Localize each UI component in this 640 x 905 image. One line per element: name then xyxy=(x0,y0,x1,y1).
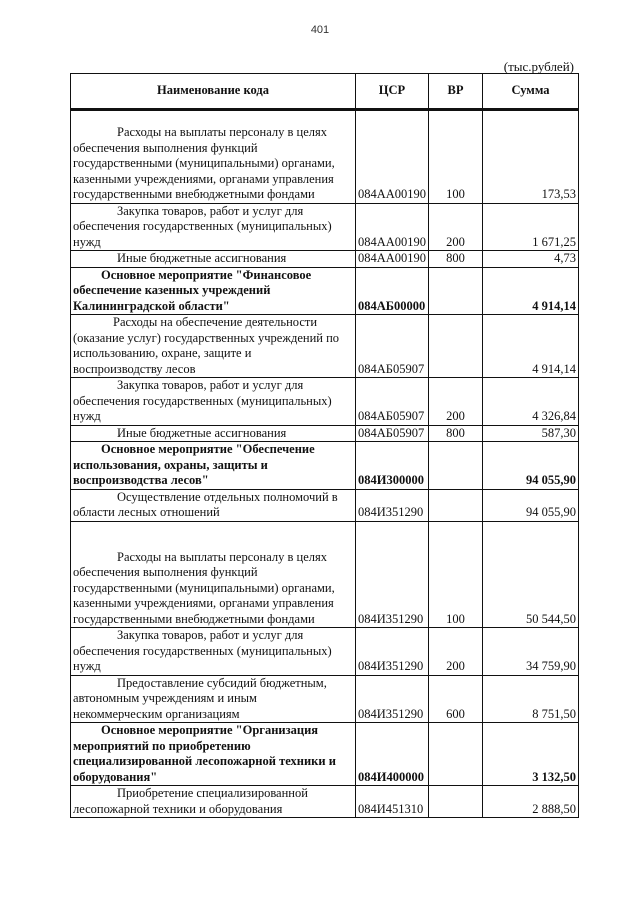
table-row xyxy=(71,675,579,723)
row-name xyxy=(71,442,356,490)
row-name xyxy=(71,675,356,723)
row-csr: 084АА00190 xyxy=(356,203,429,251)
row-vr: 200 xyxy=(429,203,483,251)
row-vr: 200 xyxy=(429,378,483,426)
table-row xyxy=(71,251,579,268)
row-name-line: воспроизводству лесов xyxy=(73,361,196,376)
row-sum: 587,30 xyxy=(483,425,579,442)
budget-table xyxy=(70,73,579,818)
row-name xyxy=(71,378,356,426)
row-csr: 084И400000 xyxy=(356,723,429,786)
row-name-line: Калининградской области" xyxy=(73,298,230,313)
row-name xyxy=(71,425,356,442)
row-sum: 34 759,90 xyxy=(483,628,579,676)
row-name-line: казенными учреждениями, органами управления xyxy=(73,171,334,186)
row-name-line: нужд xyxy=(73,659,101,673)
row-sum: 3 132,50 xyxy=(483,723,579,786)
row-sum: 4 326,84 xyxy=(483,378,579,426)
row-sum: 173,53 xyxy=(483,110,579,204)
row-csr: 084АА00190 xyxy=(356,251,429,268)
header-name: Наименование кода xyxy=(71,74,356,110)
row-vr xyxy=(429,723,483,786)
table-row xyxy=(71,203,579,251)
row-csr: 084АБ05907 xyxy=(356,378,429,426)
row-name xyxy=(71,786,356,818)
row-name-line: Иные бюджетные ассигнования xyxy=(117,251,287,265)
row-csr: 084И351290 xyxy=(356,489,429,521)
table-row xyxy=(71,723,579,786)
row-name-line: Расходы на выплаты персоналу в целях xyxy=(117,125,327,139)
row-name-line: Иные бюджетные ассигнования xyxy=(117,425,287,440)
row-name-line: воспроизводства лесов" xyxy=(73,473,209,487)
row-name-line: обеспечения выполнения функций xyxy=(73,565,258,579)
row-name-line: Закупка товаров, работ и услуг для xyxy=(117,378,304,392)
row-name-line: государственными внебюджетными фондами xyxy=(73,187,315,201)
row-vr: 100 xyxy=(429,521,483,628)
row-name-line: специализированной лесопожарной техники и xyxy=(73,754,336,768)
row-name-line: обеспечения государственных (муниципальных) xyxy=(73,643,332,658)
page-number: 401 xyxy=(310,24,330,36)
row-name-line: мероприятий по приобретению xyxy=(73,738,251,753)
row-sum: 8 751,50 xyxy=(483,675,579,723)
row-vr xyxy=(429,267,483,315)
row-name-line: Основное мероприятие "Финансовое xyxy=(101,267,312,282)
row-name-line: обеспечения выполнения функций xyxy=(73,140,258,155)
row-sum: 4 914,14 xyxy=(483,267,579,315)
row-name-line: автономным учреждениям и иным xyxy=(73,691,257,705)
row-sum: 4 914,14 xyxy=(483,315,579,378)
row-csr: 084И451310 xyxy=(356,786,429,818)
row-vr xyxy=(429,315,483,378)
row-vr xyxy=(429,489,483,521)
row-sum: 50 544,50 xyxy=(483,521,579,628)
header-csr: ЦСР xyxy=(356,74,429,110)
row-vr: 100 xyxy=(429,110,483,204)
table-row xyxy=(71,315,579,378)
row-name-line: некоммерческим организациям xyxy=(73,706,240,721)
row-vr: 200 xyxy=(429,628,483,676)
row-name xyxy=(71,628,356,676)
table-header-row xyxy=(71,74,579,110)
row-name-line: Расходы на обеспечение деятельности xyxy=(113,315,318,329)
header-sum: Сумма xyxy=(483,74,579,110)
row-name-line: Осуществление отдельных полномочий в xyxy=(117,489,338,504)
row-sum: 94 055,90 xyxy=(483,489,579,521)
row-sum: 4,73 xyxy=(483,251,579,268)
row-name-line: оборудования" xyxy=(73,769,158,784)
row-name-line: обеспечения государственных (муниципальных) xyxy=(73,219,332,233)
table-row xyxy=(71,786,579,818)
row-name xyxy=(71,315,356,378)
row-name xyxy=(71,489,356,521)
row-name-line: области лесных отношений xyxy=(73,505,220,519)
row-name-line: Расходы на выплаты персоналу в целях xyxy=(117,549,327,564)
table-row xyxy=(71,489,579,521)
row-name-line: нужд xyxy=(73,234,101,249)
row-name xyxy=(71,110,356,204)
row-name-line: Основное мероприятие "Обеспечение xyxy=(101,442,315,456)
row-csr: 084И300000 xyxy=(356,442,429,490)
row-vr: 600 xyxy=(429,675,483,723)
row-csr: 084И351290 xyxy=(356,628,429,676)
row-vr xyxy=(429,442,483,490)
row-name-line: использованию, охране, защите и xyxy=(73,346,252,360)
row-vr xyxy=(429,786,483,818)
row-csr: 084АА00190 xyxy=(356,110,429,204)
row-name xyxy=(71,521,356,628)
row-vr: 800 xyxy=(429,251,483,268)
row-name-line: использования, охраны, защиты и xyxy=(73,457,268,472)
row-name xyxy=(71,251,356,268)
row-sum: 94 055,90 xyxy=(483,442,579,490)
table-row xyxy=(71,110,579,204)
table-row xyxy=(71,425,579,442)
row-name-line: (оказание услуг) государственных учреждений по xyxy=(73,330,340,345)
row-name xyxy=(71,723,356,786)
table-row xyxy=(71,628,579,676)
row-csr: 084АБ05907 xyxy=(356,315,429,378)
row-csr: 084АБ00000 xyxy=(356,267,429,315)
table-row xyxy=(71,442,579,490)
units-label: (тыс.рублей) xyxy=(503,59,574,74)
row-name-line: обеспечение казенных учреждений xyxy=(73,283,271,297)
row-name-line: нужд xyxy=(73,409,101,423)
row-name-line: Предоставление субсидий бюджетным, xyxy=(117,675,327,690)
row-name-line: Закупка товаров, работ и услуг для xyxy=(117,628,304,642)
row-name-line: лесопожарной техники и оборудования xyxy=(73,801,283,816)
row-name-line: Основное мероприятие "Организация xyxy=(101,723,319,737)
row-sum: 1 671,25 xyxy=(483,203,579,251)
row-name-line: государственными (муниципальными) органами, xyxy=(73,580,335,595)
row-csr: 084АБ05907 xyxy=(356,425,429,442)
row-name-line: государственными (муниципальными) органами, xyxy=(73,156,335,170)
row-csr: 084И351290 xyxy=(356,521,429,628)
header-vr: ВР xyxy=(429,74,483,110)
table-row xyxy=(71,521,579,628)
table-row xyxy=(71,378,579,426)
row-name-line: Приобретение специализированной xyxy=(117,786,308,800)
table-body xyxy=(71,110,579,818)
row-name xyxy=(71,203,356,251)
row-name-line: обеспечения государственных (муниципальных) xyxy=(73,393,332,408)
row-sum: 2 888,50 xyxy=(483,786,579,818)
row-name-line: государственными внебюджетными фондами xyxy=(73,611,315,626)
row-vr: 800 xyxy=(429,425,483,442)
table-row xyxy=(71,267,579,315)
row-name-line: казенными учреждениями, органами управления xyxy=(73,596,334,610)
row-name-line: Закупка товаров, работ и услуг для xyxy=(117,203,304,218)
row-name xyxy=(71,267,356,315)
row-csr: 084И351290 xyxy=(356,675,429,723)
